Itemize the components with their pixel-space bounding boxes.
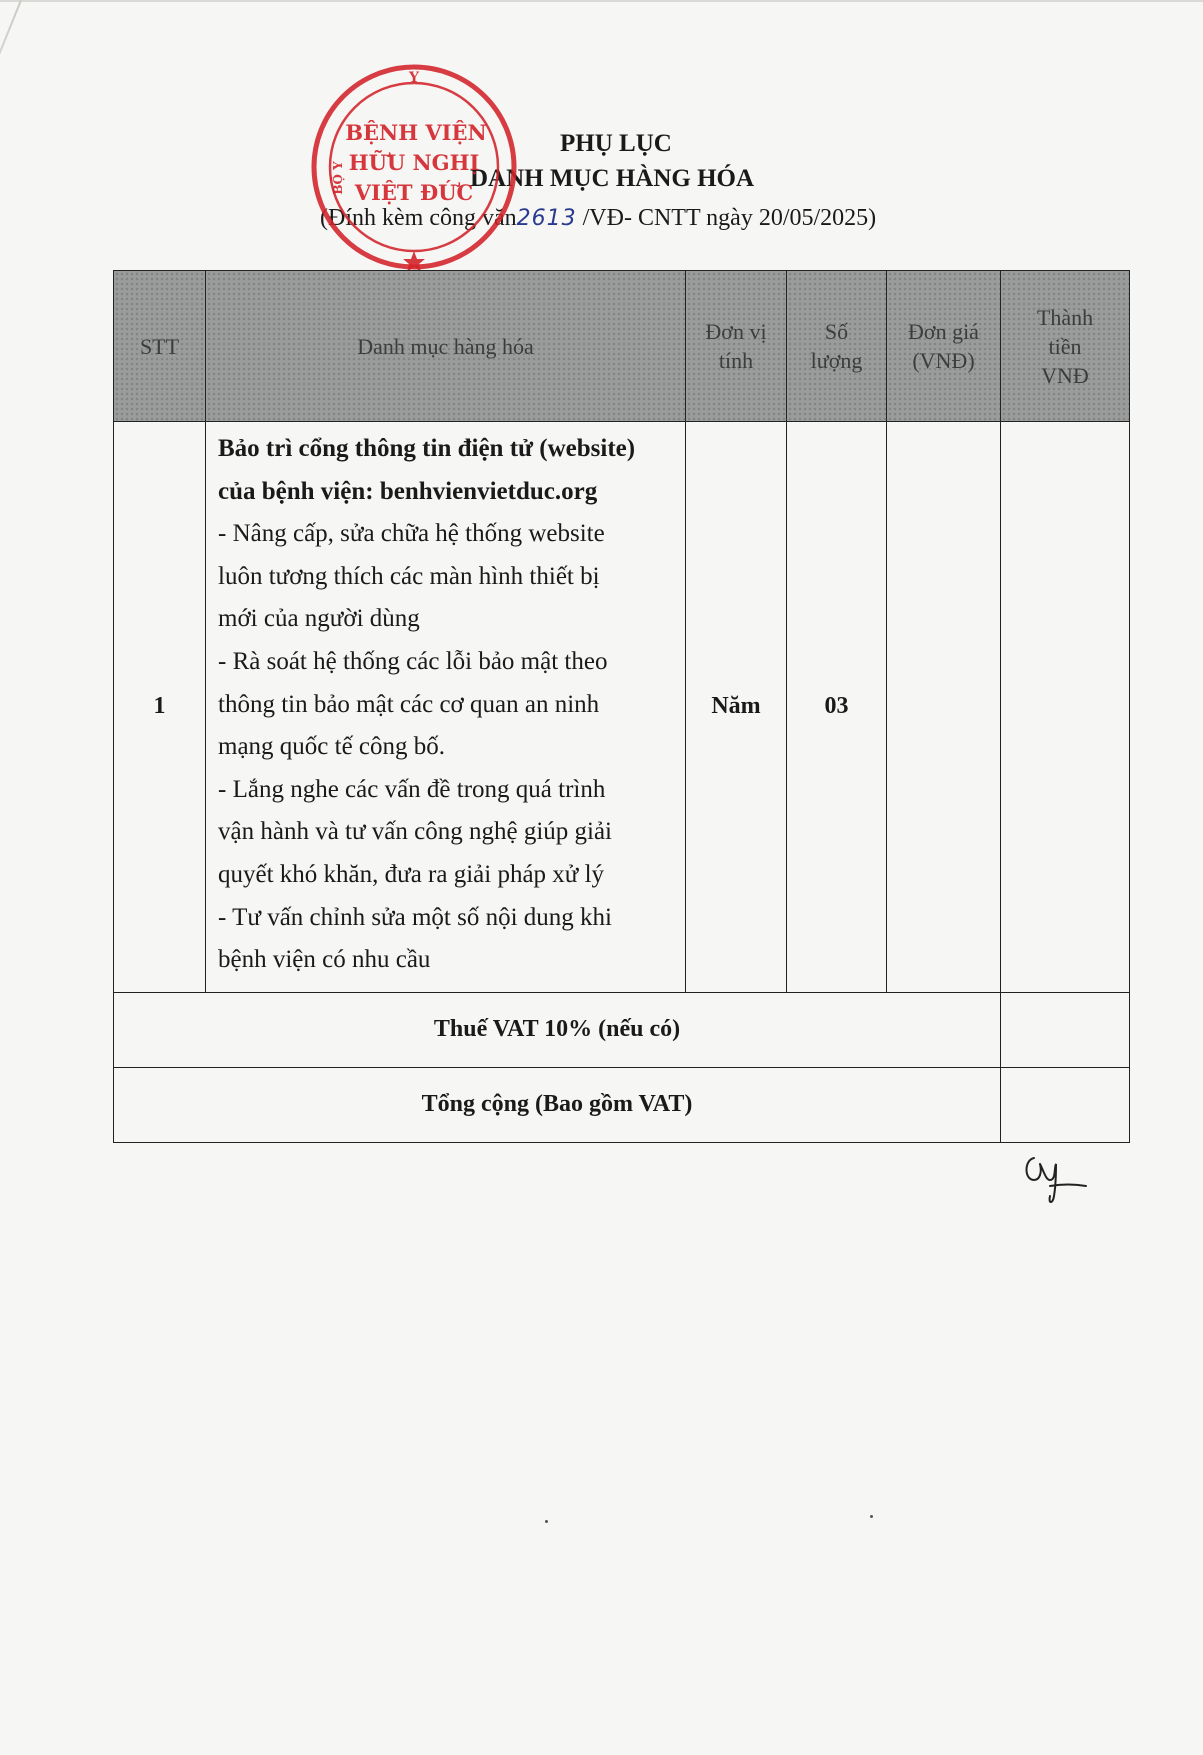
- goods-table: [113, 270, 1130, 1143]
- document-subtitle: DANH MỤC HÀNG HÓA: [470, 165, 755, 192]
- row-total: [1001, 422, 1130, 993]
- item-desc-line: - Tư vấn chỉnh sửa một số nội dung khi: [218, 903, 612, 931]
- table-header-row: [114, 271, 1130, 422]
- row-unit: Năm: [686, 422, 787, 993]
- item-desc-line: thông tin bảo mật các cơ quan an ninh: [218, 690, 600, 718]
- paper-speck: [545, 1520, 548, 1523]
- item-desc-line: luôn tương thích các màn hình thiết bị: [218, 562, 600, 590]
- paper-speck: [870, 1515, 873, 1518]
- handwritten-initials-signature: [1020, 1150, 1090, 1208]
- row-quantity: 03: [787, 422, 887, 993]
- row-stt: 1: [114, 422, 206, 993]
- item-desc-line: - Nâng cấp, sửa chữa hệ thống website: [218, 520, 605, 548]
- item-desc-line: bệnh viện có nhu cầu: [218, 946, 431, 974]
- item-desc-line: - Rà soát hệ thống các lỗi bảo mật theo: [218, 647, 608, 675]
- document-title: PHỤ LỤC: [560, 130, 672, 157]
- row-unit-price: [887, 422, 1001, 993]
- row-item-description: [206, 422, 686, 993]
- vat-value: [1001, 992, 1130, 1067]
- stamp-top-mark: Y: [409, 70, 419, 86]
- stamp-line-1: BỆNH VIỆN: [345, 120, 487, 145]
- header-total-line2: tiền: [1048, 333, 1082, 359]
- grand-total-label: Tổng cộng (Bao gồm VAT): [114, 1067, 1001, 1142]
- grand-total-value: [1001, 1067, 1130, 1142]
- header-qty-line2: lượng: [810, 348, 863, 373]
- header-unit-line1: Đơn vị: [705, 319, 767, 344]
- vat-row: [114, 992, 1130, 1067]
- vat-label: Thuế VAT 10% (nếu có): [114, 992, 1001, 1067]
- header-unit: [686, 271, 787, 422]
- attachment-suffix: /VĐ- CNTT ngày 20/05/2025): [582, 205, 877, 231]
- header-price-line1: Đơn giá: [908, 319, 979, 344]
- grand-total-row: [114, 1067, 1130, 1142]
- paper-fold-line: [0, 0, 22, 223]
- item-desc-line: - Lắng nghe các vấn đề trong quá trình: [218, 775, 606, 803]
- header-total: [1001, 271, 1130, 422]
- item-desc-line: mạng quốc tế công bố.: [218, 733, 446, 761]
- paper-edge: [0, 0, 1203, 2]
- item-desc-line: vận hành và tư vấn công nghệ giúp giải: [218, 818, 613, 846]
- item-title-line1: Bảo trì cổng thông tin điện tử (website): [218, 435, 636, 462]
- item-title-line2: của bệnh viện: benhvienvietduc.org: [218, 477, 598, 505]
- stamp-line-2: HỮU NGHỊ: [348, 150, 480, 175]
- header-price-line2: (VNĐ): [912, 348, 975, 373]
- header-total-line1: Thành: [1036, 304, 1094, 330]
- stamp-line-3: VIỆT ĐỨC: [354, 180, 474, 205]
- hospital-seal-stamp: [308, 58, 520, 276]
- header-quantity: [787, 271, 887, 422]
- table-row: [114, 422, 1130, 993]
- header-qty-line1: Số: [824, 319, 849, 344]
- handwritten-doc-number: 2613: [516, 206, 577, 231]
- item-desc-line: quyết khó khăn, đưa ra giải pháp xử lý: [218, 860, 605, 888]
- item-desc-line: mới của người dùng: [218, 605, 420, 633]
- header-stt: STT: [114, 271, 206, 422]
- header-unit-line2: tính: [718, 348, 754, 373]
- stamp-side-text: BỘ Y: [331, 161, 345, 195]
- attachment-prefix: (Đính kèm công văn: [320, 205, 517, 231]
- header-item-name: Danh mục hàng hóa: [206, 271, 686, 422]
- header-total-line3: VNĐ: [1041, 362, 1089, 388]
- header-unit-price: [887, 271, 1001, 422]
